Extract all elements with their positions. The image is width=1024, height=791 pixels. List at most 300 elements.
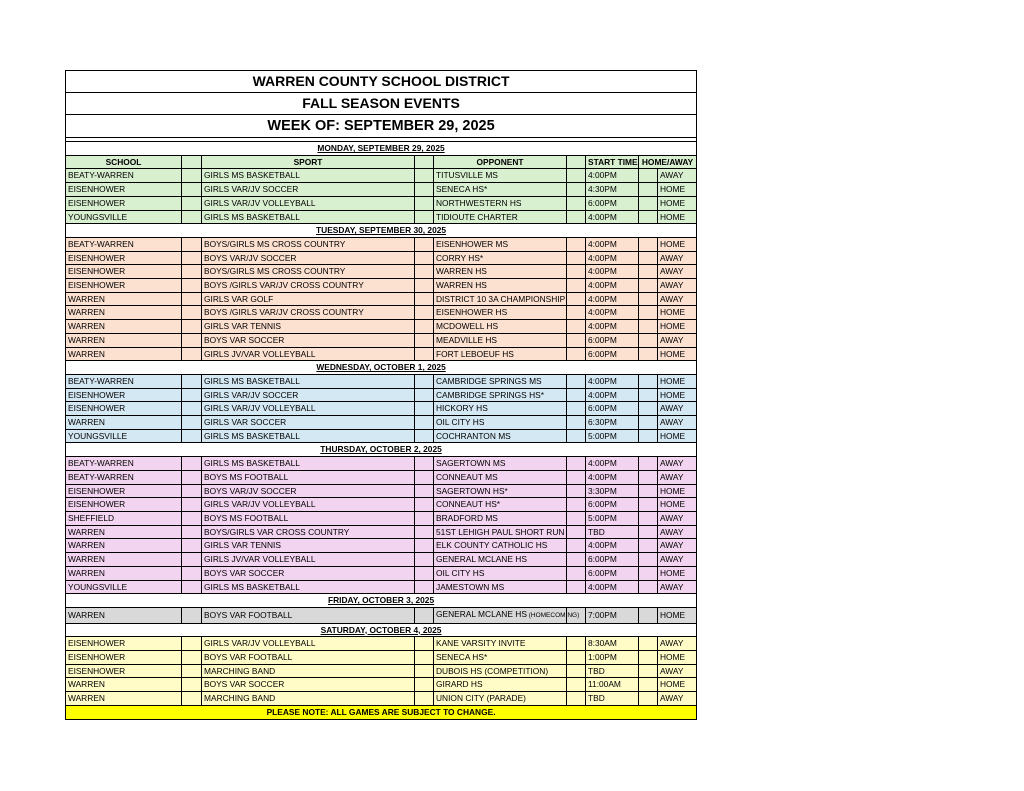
gap-cell	[415, 651, 434, 665]
day-header-row	[66, 224, 697, 238]
school-cell: YOUNGSVILLE	[66, 580, 182, 594]
gap-cell	[567, 320, 586, 334]
table-row	[66, 498, 697, 512]
home-away-cell: AWAY	[658, 169, 697, 183]
gap-cell	[639, 210, 658, 224]
table-row	[66, 457, 697, 471]
start-time-cell: 4:00PM	[586, 457, 639, 471]
gap-cell	[567, 333, 586, 347]
opponent-cell: WARREN HS	[434, 265, 567, 279]
home-away-cell: AWAY	[658, 580, 697, 594]
start-time-cell: 1:00PM	[586, 651, 639, 665]
opponent-cell: OIL CITY HS	[434, 416, 567, 430]
gap-cell	[182, 607, 202, 623]
gap-cell	[567, 210, 586, 224]
schedule-sheet	[65, 70, 696, 720]
school-cell: WARREN	[66, 306, 182, 320]
home-away-cell: HOME	[658, 429, 697, 443]
gap-cell	[182, 678, 202, 692]
home-away-cell: AWAY	[658, 525, 697, 539]
gap-cell	[567, 416, 586, 430]
table-row	[66, 484, 697, 498]
opponent-cell: ELK COUNTY CATHOLIC HS	[434, 539, 567, 553]
gap-cell	[182, 320, 202, 334]
gap-cell	[567, 388, 586, 402]
opponent-cell: CONNEAUT MS	[434, 470, 567, 484]
gap-cell	[639, 678, 658, 692]
sport-cell: GIRLS VAR/JV SOCCER	[202, 388, 415, 402]
gap-cell	[567, 183, 586, 197]
start-time-cell: 4:00PM	[586, 306, 639, 320]
school-cell: EISENHOWER	[66, 196, 182, 210]
gap-cell	[567, 169, 586, 183]
start-time-cell: 4:00PM	[586, 580, 639, 594]
district-title: WARREN COUNTY SCHOOL DISTRICT	[66, 71, 697, 93]
day-header-row	[66, 361, 697, 375]
home-away-cell: HOME	[658, 566, 697, 580]
gap-cell	[639, 306, 658, 320]
table-row	[66, 664, 697, 678]
gap-cell	[415, 637, 434, 651]
home-away-cell: HOME	[658, 306, 697, 320]
gap-cell	[639, 320, 658, 334]
start-time-cell: 6:00PM	[586, 333, 639, 347]
school-cell: EISENHOWER	[66, 265, 182, 279]
gap-cell	[567, 539, 586, 553]
week-title: WEEK OF: SEPTEMBER 29, 2025	[66, 115, 697, 138]
gap-cell	[182, 692, 202, 706]
sport-cell: GIRLS VAR/JV VOLLEYBALL	[202, 196, 415, 210]
start-time-cell: 6:00PM	[586, 498, 639, 512]
gap-cell	[415, 347, 434, 361]
table-row	[66, 402, 697, 416]
opponent-cell: GENERAL MCLANE HS (HOMECOMING)	[434, 607, 567, 623]
home-away-cell: AWAY	[658, 265, 697, 279]
gap-cell	[415, 333, 434, 347]
sport-cell: BOYS VAR FOOTBALL	[202, 651, 415, 665]
home-away-cell: HOME	[658, 607, 697, 623]
sport-cell: GIRLS JV/VAR VOLLEYBALL	[202, 553, 415, 567]
table-row	[66, 553, 697, 567]
start-time-cell: 3:30PM	[586, 484, 639, 498]
home-away-cell: HOME	[658, 320, 697, 334]
school-cell: BEATY-WARREN	[66, 169, 182, 183]
gap-cell	[182, 265, 202, 279]
gap-cell	[639, 457, 658, 471]
gap-cell	[415, 279, 434, 293]
day-label: WEDNESDAY, OCTOBER 1, 2025	[66, 361, 697, 375]
header-gap	[182, 155, 202, 169]
school-cell: YOUNGSVILLE	[66, 210, 182, 224]
gap-cell	[415, 692, 434, 706]
gap-cell	[567, 498, 586, 512]
start-time-cell: 7:00PM	[586, 607, 639, 623]
gap-cell	[415, 388, 434, 402]
start-time-cell: 6:00PM	[586, 566, 639, 580]
gap-cell	[415, 429, 434, 443]
sport-cell: GIRLS MS BASKETBALL	[202, 374, 415, 388]
start-time-cell: 4:00PM	[586, 539, 639, 553]
start-time-cell: 6:00PM	[586, 196, 639, 210]
school-cell: EISENHOWER	[66, 388, 182, 402]
opponent-cell: SAGERTOWN MS	[434, 457, 567, 471]
home-away-cell: AWAY	[658, 251, 697, 265]
school-cell: BEATY-WARREN	[66, 374, 182, 388]
opponent-cell: WARREN HS	[434, 279, 567, 293]
opponent-cell: TITUSVILLE MS	[434, 169, 567, 183]
gap-cell	[567, 580, 586, 594]
opponent-cell: JAMESTOWN MS	[434, 580, 567, 594]
sport-cell: GIRLS VAR GOLF	[202, 292, 415, 306]
gap-cell	[639, 511, 658, 525]
gap-cell	[639, 347, 658, 361]
gap-cell	[415, 566, 434, 580]
gap-cell	[639, 169, 658, 183]
start-time-cell: 6:00PM	[586, 553, 639, 567]
gap-cell	[182, 498, 202, 512]
season-title: FALL SEASON EVENTS	[66, 93, 697, 115]
home-away-cell: AWAY	[658, 457, 697, 471]
start-time-cell: 4:00PM	[586, 374, 639, 388]
start-time-cell: 11:00AM	[586, 678, 639, 692]
day-header-row	[66, 142, 697, 156]
gap-cell	[639, 651, 658, 665]
table-row	[66, 470, 697, 484]
gap-cell	[639, 196, 658, 210]
gap-cell	[567, 237, 586, 251]
table-row	[66, 388, 697, 402]
sport-cell: BOYS VAR/JV SOCCER	[202, 251, 415, 265]
gap-cell	[567, 511, 586, 525]
gap-cell	[639, 279, 658, 293]
header-sport: SPORT	[202, 155, 415, 169]
gap-cell	[567, 678, 586, 692]
home-away-cell: AWAY	[658, 402, 697, 416]
sport-cell: BOYS VAR SOCCER	[202, 678, 415, 692]
school-cell: EISENHOWER	[66, 183, 182, 197]
opponent-cell: HICKORY HS	[434, 402, 567, 416]
gap-cell	[639, 374, 658, 388]
start-time-cell: 4:00PM	[586, 251, 639, 265]
home-away-cell: HOME	[658, 347, 697, 361]
opponent-cell: SAGERTOWN HS*	[434, 484, 567, 498]
gap-cell	[639, 498, 658, 512]
gap-cell	[639, 525, 658, 539]
sport-cell: BOYS VAR SOCCER	[202, 566, 415, 580]
school-cell: WARREN	[66, 347, 182, 361]
gap-cell	[415, 292, 434, 306]
header-home-away: HOME/AWAY	[639, 155, 697, 169]
gap-cell	[567, 457, 586, 471]
gap-cell	[567, 470, 586, 484]
day-label: SATURDAY, OCTOBER 4, 2025	[66, 623, 697, 637]
gap-cell	[182, 183, 202, 197]
table-row	[66, 429, 697, 443]
gap-cell	[567, 429, 586, 443]
opponent-cell: FORT LEBOEUF HS	[434, 347, 567, 361]
home-away-cell: AWAY	[658, 664, 697, 678]
home-away-cell: HOME	[658, 237, 697, 251]
gap-cell	[567, 484, 586, 498]
gap-cell	[182, 237, 202, 251]
sport-cell: GIRLS VAR TENNIS	[202, 539, 415, 553]
gap-cell	[182, 651, 202, 665]
home-away-cell: AWAY	[658, 511, 697, 525]
gap-cell	[639, 292, 658, 306]
table-row	[66, 237, 697, 251]
sport-cell: BOYS MS FOOTBALL	[202, 511, 415, 525]
start-time-cell: 5:00PM	[586, 511, 639, 525]
school-cell: WARREN	[66, 539, 182, 553]
table-row	[66, 251, 697, 265]
day-header-row	[66, 594, 697, 608]
school-cell: YOUNGSVILLE	[66, 429, 182, 443]
home-away-cell: AWAY	[658, 692, 697, 706]
table-row	[66, 306, 697, 320]
table-row	[66, 320, 697, 334]
sport-cell: GIRLS VAR/JV SOCCER	[202, 183, 415, 197]
sport-cell: GIRLS VAR/JV VOLLEYBALL	[202, 637, 415, 651]
gap-cell	[415, 196, 434, 210]
start-time-cell: 4:00PM	[586, 320, 639, 334]
start-time-cell: 4:00PM	[586, 470, 639, 484]
gap-cell	[567, 525, 586, 539]
opponent-cell: 51ST LEHIGH PAUL SHORT RUN	[434, 525, 567, 539]
gap-cell	[182, 429, 202, 443]
gap-cell	[567, 196, 586, 210]
gap-cell	[639, 566, 658, 580]
gap-cell	[639, 402, 658, 416]
table-row	[66, 279, 697, 293]
school-cell: EISENHOWER	[66, 402, 182, 416]
home-away-cell: AWAY	[658, 279, 697, 293]
gap-cell	[182, 416, 202, 430]
start-time-cell: 6:30PM	[586, 416, 639, 430]
opponent-cell: CAMBRIDGE SPRINGS HS*	[434, 388, 567, 402]
school-cell: EISENHOWER	[66, 651, 182, 665]
gap-cell	[567, 306, 586, 320]
sport-cell: BOYS/GIRLS VAR CROSS COUNTRY	[202, 525, 415, 539]
home-away-cell: AWAY	[658, 539, 697, 553]
gap-cell	[567, 553, 586, 567]
gap-cell	[639, 607, 658, 623]
school-cell: WARREN	[66, 416, 182, 430]
gap-cell	[415, 457, 434, 471]
gap-cell	[182, 484, 202, 498]
school-cell: EISENHOWER	[66, 251, 182, 265]
opponent-cell: DISTRICT 10 3A CHAMPIONSHIP	[434, 292, 567, 306]
gap-cell	[182, 457, 202, 471]
school-cell: BEATY-WARREN	[66, 470, 182, 484]
gap-cell	[182, 306, 202, 320]
gap-cell	[567, 637, 586, 651]
table-row	[66, 374, 697, 388]
gap-cell	[415, 416, 434, 430]
opponent-cell: CONNEAUT HS*	[434, 498, 567, 512]
sport-cell: BOYS MS FOOTBALL	[202, 470, 415, 484]
gap-cell	[415, 251, 434, 265]
gap-cell	[639, 664, 658, 678]
opponent-cell: CORRY HS*	[434, 251, 567, 265]
footer-note: PLEASE NOTE: ALL GAMES ARE SUBJECT TO CHANGE.	[66, 705, 697, 719]
day-label: FRIDAY, OCTOBER 3, 2025	[66, 594, 697, 608]
gap-cell	[567, 265, 586, 279]
sport-cell: GIRLS MS BASKETBALL	[202, 210, 415, 224]
footer-note-row	[66, 705, 697, 719]
gap-cell	[182, 333, 202, 347]
table-row	[66, 651, 697, 665]
sport-cell: BOYS /GIRLS VAR/JV CROSS COUNTRY	[202, 306, 415, 320]
gap-cell	[639, 692, 658, 706]
gap-cell	[567, 374, 586, 388]
gap-cell	[415, 374, 434, 388]
table-row	[66, 183, 697, 197]
gap-cell	[415, 237, 434, 251]
opponent-cell: UNION CITY (PARADE)	[434, 692, 567, 706]
gap-cell	[567, 279, 586, 293]
table-row	[66, 678, 697, 692]
table-row	[66, 566, 697, 580]
school-cell: SHEFFIELD	[66, 511, 182, 525]
school-cell: WARREN	[66, 566, 182, 580]
header-gap	[567, 155, 586, 169]
gap-cell	[182, 637, 202, 651]
home-away-cell: AWAY	[658, 553, 697, 567]
home-away-cell: HOME	[658, 678, 697, 692]
opponent-cell: EISENHOWER MS	[434, 237, 567, 251]
home-away-cell: HOME	[658, 651, 697, 665]
opponent-cell: SENECA HS*	[434, 651, 567, 665]
gap-cell	[415, 169, 434, 183]
opponent-cell: DUBOIS HS (COMPETITION)	[434, 664, 567, 678]
gap-cell	[567, 402, 586, 416]
home-away-cell: HOME	[658, 374, 697, 388]
opponent-cell: MCDOWELL HS	[434, 320, 567, 334]
gap-cell	[182, 388, 202, 402]
gap-cell	[182, 402, 202, 416]
gap-cell	[182, 347, 202, 361]
sport-cell: BOYS /GIRLS VAR/JV CROSS COUNTRY	[202, 279, 415, 293]
gap-cell	[415, 664, 434, 678]
gap-cell	[182, 251, 202, 265]
table-row	[66, 416, 697, 430]
gap-cell	[567, 566, 586, 580]
school-cell: EISENHOWER	[66, 279, 182, 293]
gap-cell	[567, 292, 586, 306]
school-cell: WARREN	[66, 333, 182, 347]
table-row	[66, 292, 697, 306]
school-cell: WARREN	[66, 553, 182, 567]
gap-cell	[639, 580, 658, 594]
gap-cell	[639, 470, 658, 484]
gap-cell	[415, 511, 434, 525]
school-cell: EISENHOWER	[66, 637, 182, 651]
sport-cell: GIRLS MS BASKETBALL	[202, 457, 415, 471]
gap-cell	[415, 183, 434, 197]
gap-cell	[182, 566, 202, 580]
gap-cell	[639, 484, 658, 498]
home-away-cell: AWAY	[658, 292, 697, 306]
start-time-cell: 6:00PM	[586, 402, 639, 416]
sport-cell: BOYS/GIRLS MS CROSS COUNTRY	[202, 237, 415, 251]
home-away-cell: AWAY	[658, 637, 697, 651]
opponent-cell: TIDIOUTE CHARTER	[434, 210, 567, 224]
school-cell: WARREN	[66, 525, 182, 539]
school-cell: WARREN	[66, 692, 182, 706]
gap-cell	[182, 374, 202, 388]
gap-cell	[415, 306, 434, 320]
gap-cell	[182, 470, 202, 484]
sport-cell: BOYS VAR SOCCER	[202, 333, 415, 347]
table-row	[66, 539, 697, 553]
start-time-cell: 4:00PM	[586, 279, 639, 293]
gap-cell	[639, 388, 658, 402]
home-away-cell: HOME	[658, 196, 697, 210]
gap-cell	[182, 196, 202, 210]
table-row	[66, 210, 697, 224]
gap-cell	[182, 511, 202, 525]
column-header-row	[66, 155, 697, 169]
opponent-cell: EISENHOWER HS	[434, 306, 567, 320]
school-cell: EISENHOWER	[66, 498, 182, 512]
opponent-cell: CAMBRIDGE SPRINGS MS	[434, 374, 567, 388]
start-time-cell: 4:00PM	[586, 388, 639, 402]
table-row	[66, 347, 697, 361]
opponent-cell: MEADVILLE HS	[434, 333, 567, 347]
header-opponent: OPPONENT	[434, 155, 567, 169]
gap-cell	[182, 553, 202, 567]
sport-cell: GIRLS VAR/JV VOLLEYBALL	[202, 402, 415, 416]
start-time-cell: 4:00PM	[586, 210, 639, 224]
header-school: SCHOOL	[66, 155, 182, 169]
start-time-cell: 5:00PM	[586, 429, 639, 443]
gap-cell	[415, 539, 434, 553]
sport-cell: BOYS/GIRLS MS CROSS COUNTRY	[202, 265, 415, 279]
start-time-cell: 4:30PM	[586, 183, 639, 197]
gap-cell	[182, 525, 202, 539]
gap-cell	[639, 429, 658, 443]
sport-cell: MARCHING BAND	[202, 692, 415, 706]
school-cell: WARREN	[66, 678, 182, 692]
table-row	[66, 511, 697, 525]
gap-cell	[639, 637, 658, 651]
sport-cell: BOYS VAR FOOTBALL	[202, 607, 415, 623]
school-cell: BEATY-WARREN	[66, 457, 182, 471]
sport-cell: GIRLS VAR/JV VOLLEYBALL	[202, 498, 415, 512]
table-row	[66, 607, 697, 623]
gap-cell	[639, 237, 658, 251]
opponent-cell: GENERAL MCLANE HS	[434, 553, 567, 567]
day-label: TUESDAY, SEPTEMBER 30, 2025	[66, 224, 697, 238]
sport-cell: GIRLS MS BASKETBALL	[202, 580, 415, 594]
start-time-cell: 4:00PM	[586, 237, 639, 251]
start-time-cell: 8:30AM	[586, 637, 639, 651]
sport-cell: GIRLS VAR TENNIS	[202, 320, 415, 334]
gap-cell	[639, 539, 658, 553]
gap-cell	[639, 333, 658, 347]
school-cell: WARREN	[66, 292, 182, 306]
school-cell: EISENHOWER	[66, 664, 182, 678]
gap-cell	[182, 292, 202, 306]
table-row	[66, 580, 697, 594]
home-away-cell: AWAY	[658, 416, 697, 430]
gap-cell	[182, 664, 202, 678]
sport-cell: GIRLS MS BASKETBALL	[202, 169, 415, 183]
table-row	[66, 525, 697, 539]
header-gap	[415, 155, 434, 169]
gap-cell	[567, 692, 586, 706]
table-row	[66, 692, 697, 706]
